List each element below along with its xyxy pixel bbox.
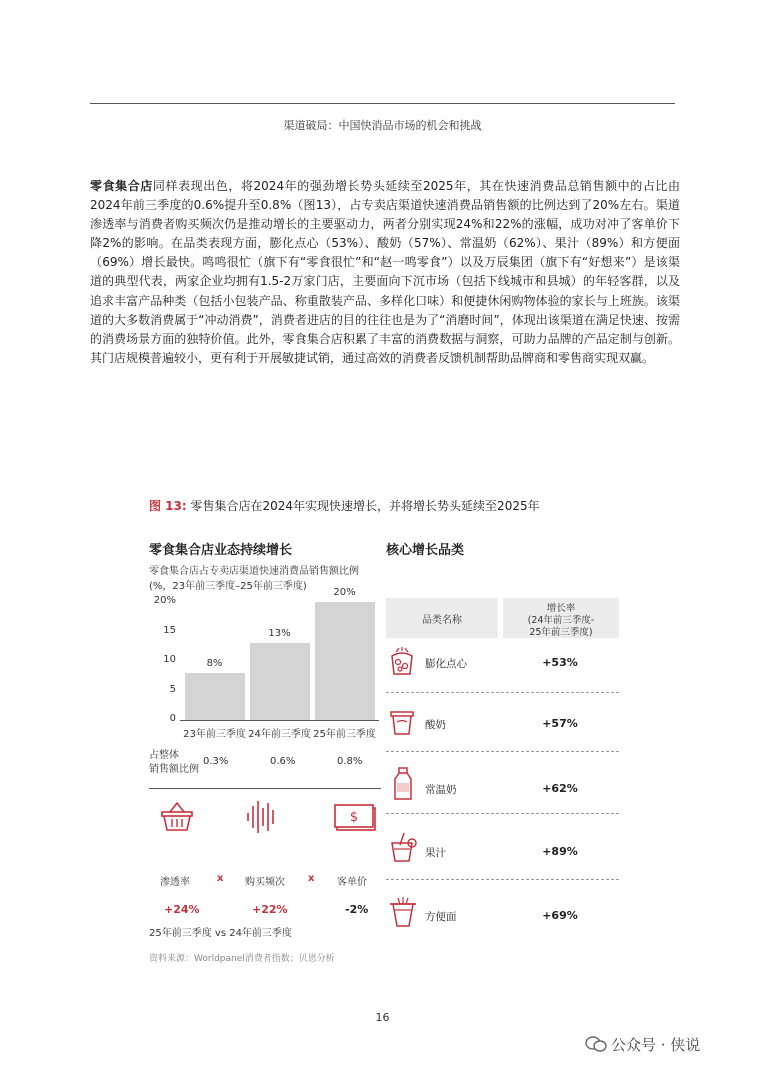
operator-1: x — [217, 873, 224, 884]
category-growth-2: +57% — [542, 717, 578, 730]
y-tick-label: 20% — [153, 595, 176, 606]
category-name-4: 果汁 — [425, 847, 446, 859]
driver-value-ticket: -2% — [345, 903, 369, 916]
category-name-2: 酸奶 — [425, 719, 446, 731]
watermark-text: 公众号 · 侠说 — [611, 1036, 701, 1054]
left-divider — [149, 788, 381, 789]
bar-value-label: 20% — [333, 587, 356, 598]
compare-note: 25年前三季度 vs 24年前三季度 — [149, 928, 292, 939]
bar-value-label: 13% — [268, 628, 291, 640]
bar-value-label: 8% — [206, 657, 223, 669]
soundwave-icon — [245, 798, 279, 840]
svg-text:$: $ — [349, 810, 359, 825]
page-header-title: 渠道破局：中国快消品市场的机会和挑战 — [283, 119, 482, 132]
col-growth-label-2: (24年前三季度- — [527, 615, 595, 626]
y-tick-label: 5 — [169, 683, 176, 695]
header-rule — [90, 103, 675, 104]
y-tick-label: 15 — [163, 624, 176, 636]
category-name-1: 膨化点心 — [425, 658, 467, 670]
body-lead: 零食集合店 — [90, 179, 153, 193]
driver-label-frequency: 购买频次 — [245, 877, 285, 888]
noodle-icon — [388, 896, 418, 932]
share-value-23: 0.3% — [203, 756, 229, 767]
right-panel-title: 核心增长品类 — [386, 543, 465, 558]
row-divider — [386, 692, 619, 693]
y-tick-label: 10 — [163, 654, 176, 665]
x-category-label: 24年前三季度 — [248, 729, 311, 740]
x-axis-line — [180, 720, 379, 721]
share-label-1: 占整体 — [149, 750, 179, 761]
category-growth-5: +69% — [542, 909, 578, 922]
body-paragraph — [90, 177, 680, 368]
col-growth-label-1: 增长率 — [546, 603, 576, 614]
figure-title — [149, 497, 540, 514]
bar-chart — [140, 587, 385, 745]
bar — [185, 673, 245, 720]
row-divider — [386, 751, 619, 752]
figure-source: 资料来源：Worldpanel消费者指数；贝恩分析 — [149, 954, 335, 964]
watermark — [585, 1034, 700, 1057]
category-name-3: 常温奶 — [425, 784, 457, 796]
basket-icon — [160, 800, 194, 836]
bar — [250, 643, 310, 720]
driver-label-penetration: 渗透率 — [160, 877, 190, 888]
row-divider — [386, 813, 619, 814]
left-panel-title: 零食集合店业态持续增长 — [149, 543, 293, 558]
chat-bubble-icon — [585, 1035, 607, 1057]
juice-icon — [388, 831, 418, 867]
driver-value-penetration: +24% — [164, 903, 200, 916]
left-panel-subtitle-2: (%，23年前三季度–25年前三季度) — [149, 581, 307, 592]
snack-icon — [388, 646, 416, 680]
x-category-label: 23年前三季度 — [183, 729, 246, 740]
x-category-label: 25年前三季度 — [313, 729, 376, 740]
col-growth-label-3: 25年前三季度) — [529, 627, 593, 638]
driver-value-frequency: +22% — [252, 903, 288, 916]
category-name-5: 方便面 — [425, 911, 457, 923]
category-growth-3: +62% — [542, 782, 578, 795]
driver-label-ticket: 客单价 — [337, 877, 367, 888]
category-growth-4: +89% — [542, 845, 578, 858]
share-label-2: 销售额比例 — [149, 764, 199, 775]
yogurt-icon — [388, 707, 416, 741]
left-panel-subtitle-1: 零食集合店占专卖店渠道快速消费品销售额比例 — [149, 566, 359, 577]
share-value-25: 0.8% — [337, 756, 363, 767]
bar — [315, 602, 375, 720]
share-value-24: 0.6% — [270, 756, 296, 767]
page-number: 16 — [375, 1011, 390, 1024]
milk-bottle-icon — [391, 767, 415, 805]
body-paragraph-text: 同样表现出色，将2024年的强劲增长势头延续至2025年，其在快速消费品总销售额中的占比由2024年前三季度的0.6%提升至0.8%（图13），占专卖店渠道快速消费品销售额的比例达到了20%左右。渠道渗透率与消费者购买频次仍是推动增长的主要驱动力，两者分别实现24%和22%的涨幅，成功对冲了客单价下降2%的影响。在品类表现方面，膨化点心（53%）、酸奶（57%）、常温奶（62%）、果汁（89%）和方便面（69%）增长最快。鸣鸣很忙（旗下有“零食很忙”和“赵一鸣零食”）以及万辰集团（旗下有“好想来”）是该渠道的典型代表，两家企业均拥有1.5-2万家门店，主要面向下沉市场（包括下线城市和县城）的年轻客群，以及追求丰富产品种类（包括小包装产品、称重散装产品、多样化口味）和便捷休闲购物体验的家长与上班族。该渠道的大多数消费属于“冲动消费”，消费者进店的目的往往也是为了“消磨时间”，体现出该渠道在满足快速、按需的消费场景方面的独特价值。此外，零食集合店积累了丰富的消费数据与洞察，可助力品牌的产品定制与创新。其门店规模普遍较小，更有利于开展敏捷试销，通过高效的消费者反馈机制帮助品牌商和零售商实现双赢。 — [90, 179, 680, 365]
category-growth-1: +53% — [542, 656, 578, 669]
operator-2: x — [308, 873, 315, 884]
figure-caption: 零售集合店在2024年实现快速增长，并将增长势头延续至2025年 — [190, 499, 540, 513]
money-icon — [334, 803, 378, 837]
col-name-label: 品类名称 — [422, 615, 462, 626]
row-divider — [386, 879, 619, 880]
y-tick-label: 0 — [169, 713, 176, 724]
figure-number: 图 13: — [149, 499, 187, 513]
